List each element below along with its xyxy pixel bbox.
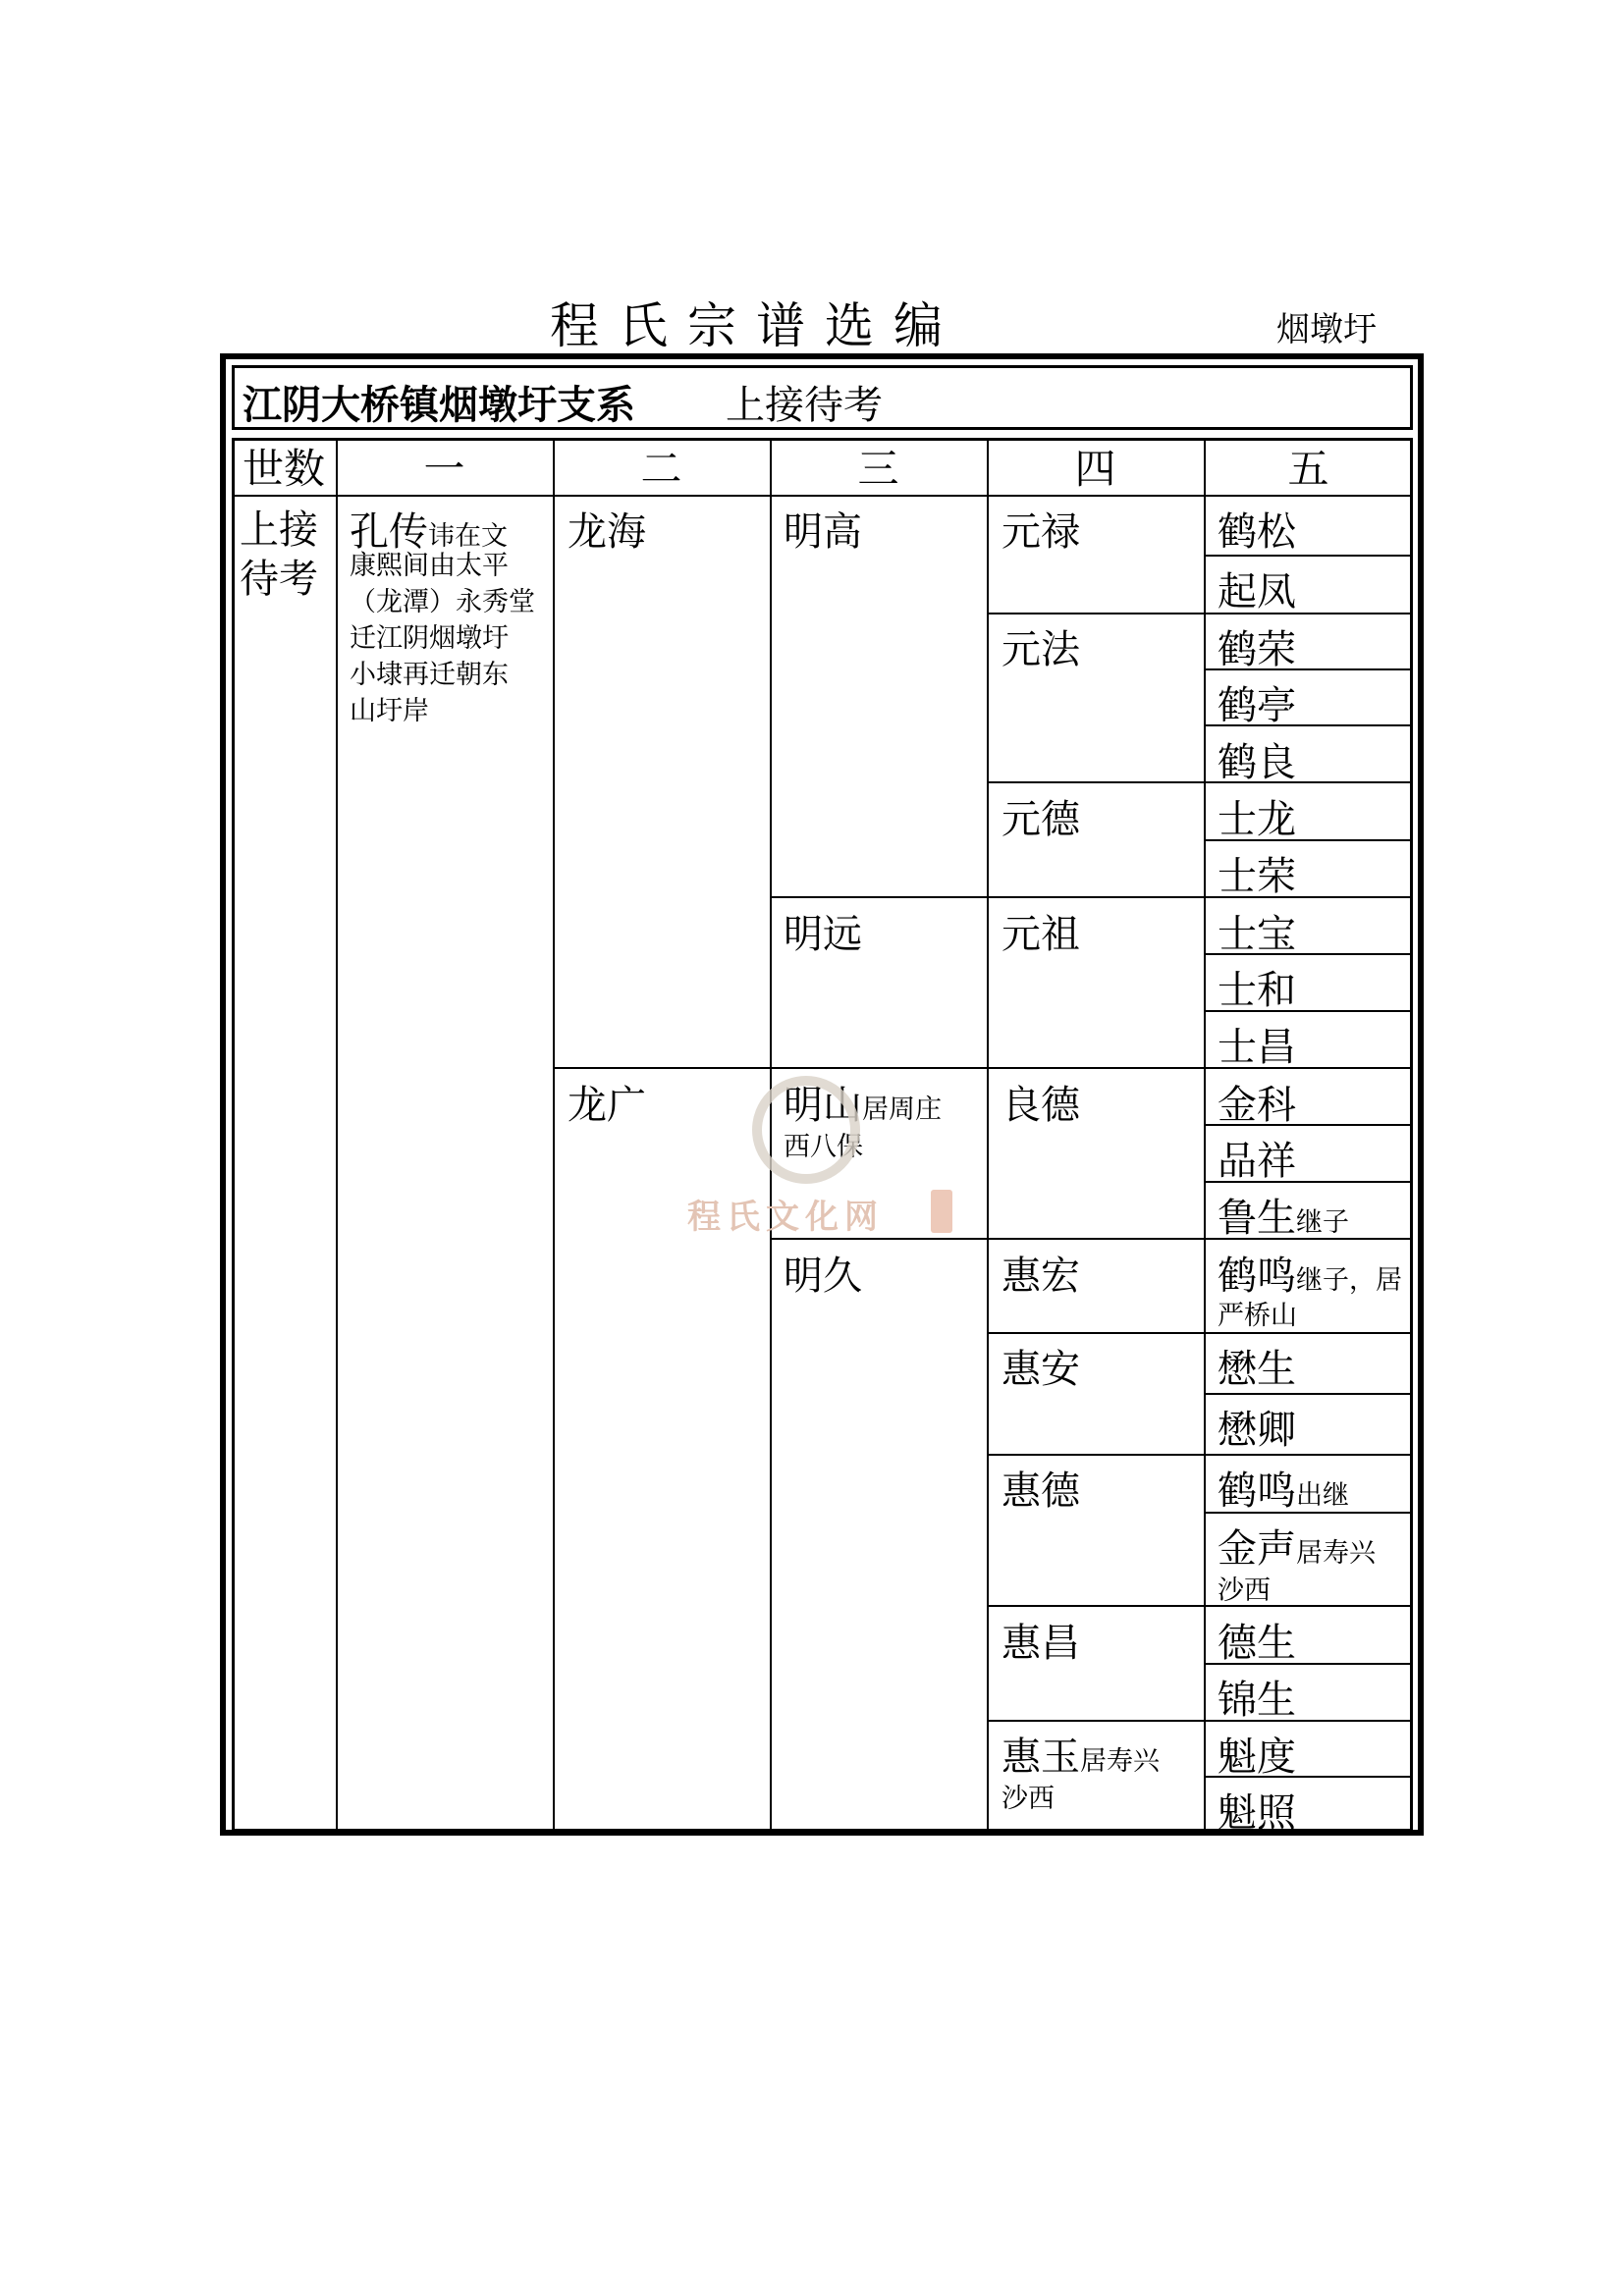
- gen5-name: 懋生: [1218, 1347, 1296, 1392]
- gen5-name: 品祥: [1218, 1139, 1296, 1184]
- gen5-entry: [1218, 1460, 1349, 1516]
- person-note: 沙西: [1218, 1575, 1271, 1606]
- gen5-name: 鹤荣: [1218, 627, 1296, 672]
- row-divider: [987, 781, 1413, 783]
- gen4-name: 元法: [1001, 627, 1080, 672]
- gen1-note-block: [350, 548, 546, 729]
- gen0-line1: 上接: [240, 507, 318, 553]
- page-place-label: 烟墩圩: [1276, 310, 1377, 349]
- gen5-name: 鹤松: [1218, 509, 1296, 555]
- person-note: 继子，居: [1296, 1265, 1402, 1296]
- gen4-entry: [1001, 1726, 1160, 1782]
- gen5-entry: [1218, 1245, 1402, 1301]
- gen4-name: 惠宏: [1001, 1254, 1080, 1299]
- watermark-text: 程氏文化网: [687, 1198, 884, 1237]
- gen5-name: 士龙: [1218, 797, 1296, 842]
- gen-header-1: 一: [423, 445, 465, 493]
- person-name: 明山: [784, 1083, 862, 1128]
- branch-name: 江阴大桥镇烟墩圩支系: [243, 382, 635, 428]
- person-name: 鹤鸣: [1218, 1254, 1296, 1299]
- gen5-name: 懋卿: [1218, 1408, 1296, 1453]
- gen4-name: 元禄: [1001, 509, 1080, 555]
- row-divider: [987, 1454, 1413, 1456]
- person-note: 居寿兴: [1080, 1746, 1160, 1777]
- gen5-entry: [1218, 1187, 1349, 1243]
- person-name: 鹤鸣: [1218, 1468, 1296, 1514]
- gen5-name: 士和: [1218, 968, 1296, 1013]
- gen-label-header: 世数: [242, 445, 325, 493]
- branch-note: 上接待考: [726, 383, 883, 428]
- person-name: 金声: [1218, 1526, 1296, 1572]
- person-name: 鲁生: [1218, 1196, 1296, 1241]
- gen5-name: 鹤亭: [1218, 683, 1296, 728]
- note-line: （龙潭）永秀堂: [350, 587, 535, 617]
- person-note: 居寿兴: [1296, 1538, 1376, 1569]
- gen4-name: 元祖: [1001, 912, 1080, 957]
- watermark-logo: [752, 1076, 860, 1184]
- row-divider: [987, 613, 1413, 614]
- row-divider: [987, 1605, 1413, 1607]
- person-note: 居周庄: [862, 1095, 942, 1125]
- person-note: 沙西: [1001, 1784, 1055, 1814]
- gen-header-2: 二: [640, 445, 682, 493]
- gen5-name: 士荣: [1218, 854, 1296, 899]
- person-note: 严桥山: [1218, 1301, 1297, 1331]
- gen5-name: 魁度: [1218, 1735, 1296, 1780]
- gen5-name: 锦生: [1218, 1678, 1296, 1723]
- gen5-name: 起凤: [1218, 569, 1296, 614]
- gen4-name: 良德: [1001, 1083, 1080, 1128]
- gen2-name: 龙广: [568, 1083, 646, 1128]
- gen5-entry: [1218, 1518, 1376, 1574]
- person-name: 惠玉: [1001, 1735, 1080, 1780]
- person-note: 讳在文: [428, 521, 508, 552]
- row-divider: [987, 1720, 1413, 1722]
- person-note: 继子: [1296, 1207, 1349, 1238]
- note-line: 山圩岸: [350, 696, 429, 726]
- gen5-name: 魁照: [1218, 1790, 1296, 1836]
- watermark-seal: [931, 1190, 952, 1233]
- gen4-name: 惠德: [1001, 1468, 1080, 1514]
- gen0-line2: 待考: [240, 557, 318, 602]
- gen4-name: 元德: [1001, 797, 1080, 842]
- page-title: 程氏宗谱选编: [550, 297, 962, 354]
- person-name: 孔传: [350, 509, 428, 555]
- person-note: 出继: [1296, 1480, 1349, 1511]
- gen-header-4: 四: [1074, 445, 1116, 493]
- gen-header-5: 五: [1287, 445, 1329, 493]
- column-divider: [553, 438, 555, 1832]
- gen3-name: 明高: [784, 509, 862, 555]
- gen5-name: 鹤良: [1218, 740, 1296, 785]
- gen-header-3: 三: [857, 445, 899, 493]
- gen4-name: 惠昌: [1001, 1621, 1080, 1666]
- gen3-name: 明久: [784, 1254, 862, 1299]
- branch-title-row: [232, 365, 1413, 430]
- gen3-name: 明远: [784, 912, 862, 957]
- note-line: 小埭再迁朝东: [350, 660, 509, 690]
- row-divider: [987, 1332, 1413, 1334]
- gen5-name: 士昌: [1218, 1025, 1296, 1070]
- gen5-name: 金科: [1218, 1083, 1296, 1128]
- gen5-name: 士宝: [1218, 912, 1296, 957]
- gen4-name: 惠安: [1001, 1347, 1080, 1392]
- column-divider: [1204, 438, 1206, 1832]
- row-divider: [770, 896, 1413, 898]
- person-note: 西八保: [784, 1132, 863, 1162]
- note-line: 迁江阴烟墩圩: [350, 623, 509, 654]
- gen2-name: 龙海: [568, 509, 646, 555]
- column-divider: [987, 438, 989, 1832]
- gen5-name: 德生: [1218, 1621, 1296, 1666]
- column-divider: [336, 438, 338, 1832]
- note-line: 康熙间由太平: [350, 551, 509, 581]
